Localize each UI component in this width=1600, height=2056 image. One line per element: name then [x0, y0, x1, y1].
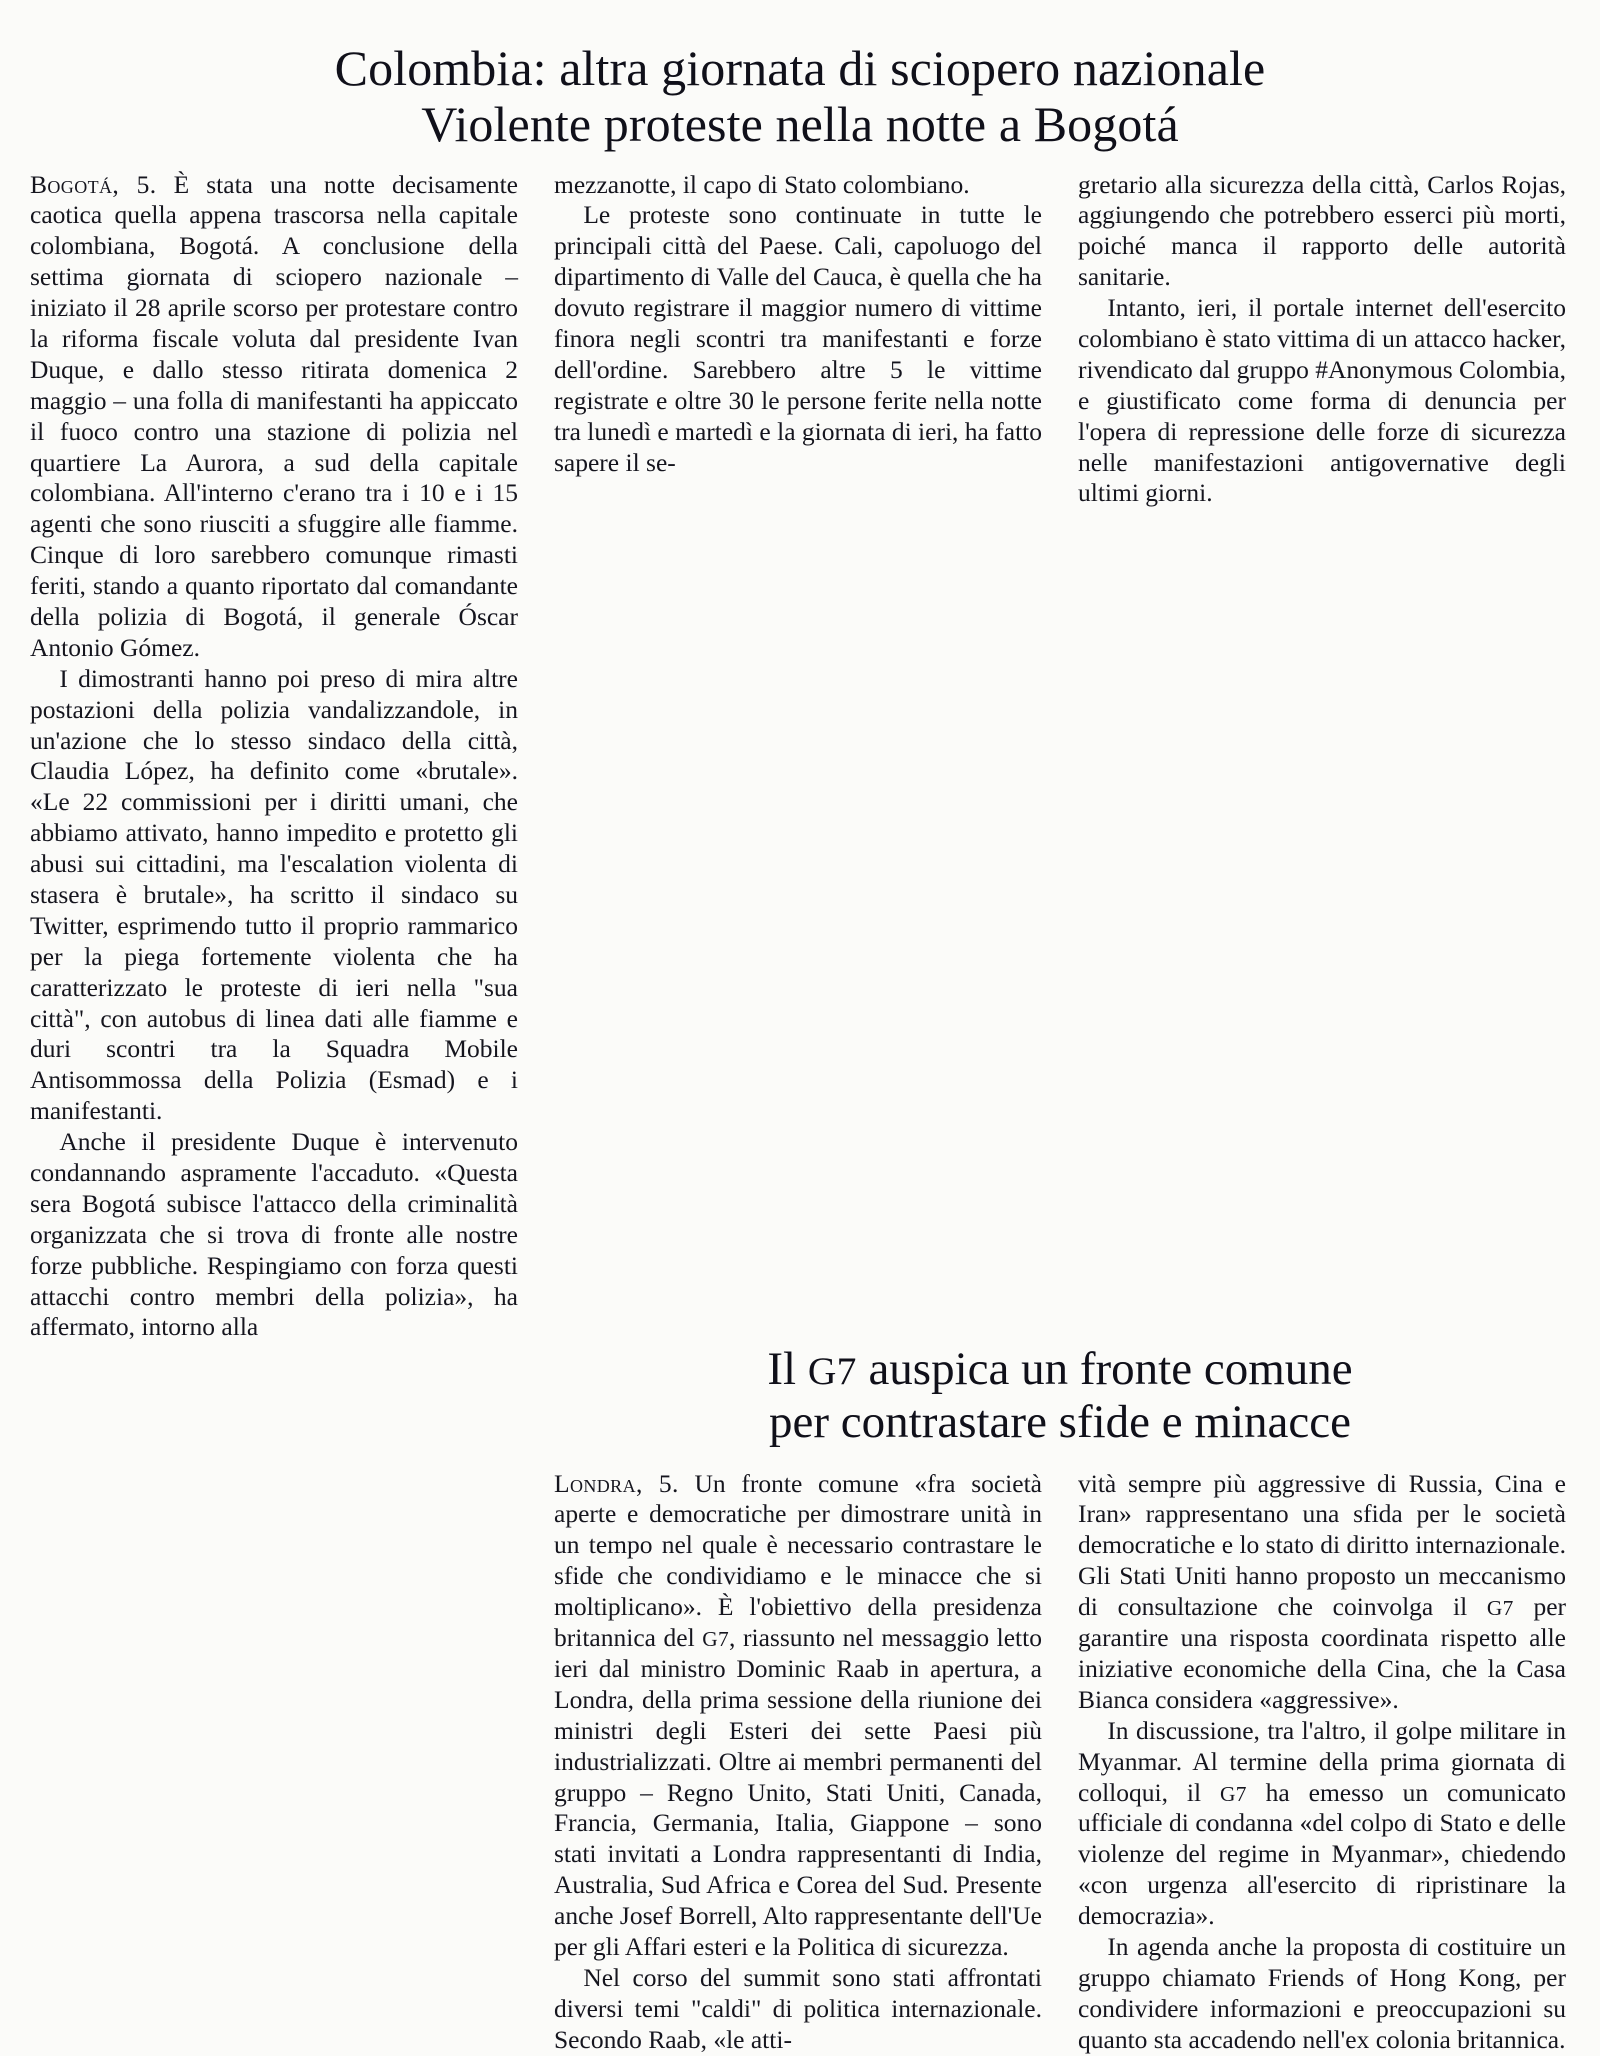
g7-columns: [554, 1469, 1566, 2056]
dateline-bogota: Bogotá, 5.: [30, 169, 157, 199]
paragraph: [30, 170, 518, 664]
paragraph-text: Un fronte comune «fra società aperte e democratiche per dimostrare unità in un tempo nel quale è necessario contrastare le sfide che condividiamo e le minacce che si moltiplicano». È l'obiettivo della presidenza britannica del G7, riassunto nel messaggio letto ieri dal ministro Dominic Raab in apertura, a Londra, della prima sessione della riunione dei ministri degli Esteri dei sette Paesi più industrializzati. Oltre ai membri permanenti del gruppo – Regno Unito, Stati Uniti, Canada, Francia, Germania, Italia, Giappone – sono stati invitati a Londra rappresentanti di India, Australia, Sud Africa e Corea del Sud. Presente anche Josef Borrell, Alto rappresentante dell'Ue per gli Affari esteri e la Politica di sicurezza.: [554, 1468, 1042, 1961]
paragraph: mezzanotte, il capo di Stato colombiano.: [554, 169, 970, 199]
headline-colombia-line-2: Violente proteste nella notte a Bogotá: [421, 95, 1179, 152]
paragraph: Anche il presidente Duque è intervenuto condannando aspramente l'accaduto. «Questa sera Bogotá subisce l'attacco della criminalità organizzata che si trova di fronte alle nostre forze pubbliche. Respingiamo con forza questi attacchi contro membri della polizia», ha affermato, intorno alla: [30, 1127, 518, 1342]
paragraph: gretario alla sicurezza della città, Carlos Rojas, aggiungendo che potrebbero esserci più morti, poiché manca il rapporto delle autorità sanitarie.: [1078, 169, 1566, 292]
paragraph: vità sempre più aggressive di Russia, Cina e Iran» rappresentano una sfida per le società democratiche e lo stato di diritto internazionale. Gli Stati Uniti hanno proposto un meccanismo di consultazione che coinvolga il G7 per garantire una risposta coordinata rispetto alle iniziative economiche della Cina, che la Casa Bianca considera «aggressive».: [1078, 1468, 1566, 1714]
headline-g7-line-2: per contrastare sfide e minacce: [769, 1395, 1351, 1448]
headline-colombia: [30, 34, 1570, 152]
newspaper-page: [0, 34, 1600, 2054]
article-g7: [554, 1343, 1566, 2055]
column-3-colombia: [1078, 170, 1566, 510]
paragraph: Nel corso del summit sono stati affrontati diversi temi "caldi" di politica internazionale. Secondo Raab, «le atti-: [554, 1962, 1042, 2054]
paragraph: Le proteste sono continuate in tutte le principali città del Paese. Cali, capoluogo del dipartimento di Valle del Cauca, è quella che ha dovuto registrare il maggior numero di vittime finora negli scontri tra manifestanti e forze dell'ordine. Sarebbero altre 5 le vittime registrate e oltre 30 le persone ferite nella notte tra lunedì e martedì e la giornata di ieri, ha fatto sapere il se-: [554, 200, 1042, 477]
paragraph: [554, 1469, 1042, 1963]
paragraph: In agenda anche la proposta di costituire un gruppo chiamato Friends of Hong Kong, per condividere informazioni e preoccupazioni su quanto sta accadendo nell'ex colonia britannica.: [1078, 1931, 1566, 2054]
paragraph: In discussione, tra l'altro, il golpe militare in Myanmar. Al termine della prima giornata di colloqui, il G7 ha emesso un comunicato ufficiale di condanna «del colpo di Stato e delle violenze del regime in Myanmar», chiedendo «con urgenza all'esercito di ripristinare la democrazia».: [1078, 1715, 1566, 1931]
lower-section: [30, 1343, 1570, 2055]
column-1-colombia-part-a: [30, 170, 518, 1344]
column-2-colombia: [554, 170, 1042, 479]
headline-colombia-line-1: Colombia: altra giornata di sciopero nazionale: [334, 39, 1266, 96]
paragraph: Intanto, ieri, il portale internet dell'esercito colombiano è stato vittima di un attacco hacker, rivendicato dal gruppo #Anonymous Colombia, e giustificato come forma di denuncia per l'opera di repressione delle forze di sicurezza nelle manifestazioni antigovernative degli ultimi giorni.: [1078, 293, 1566, 508]
paragraph: I dimostranti hanno poi preso di mira altre postazioni della polizia vandalizzandole, in un'azione che lo stesso sindaco della città, Claudia López, ha definito come «brutale». «Le 22 commissioni per i diritti umani, che abbiamo attivato, hanno impedito e protetto gli abusi sui cittadini, ma l'escalation violenta di stasera è brutale», ha scritto il sindaco su Twitter, esprimendo tutto il proprio rammarico per la piega fortemente violenta che ha caratterizzato le proteste di ieri nella "sua città", con autobus di linea dati alle fiamme e duri scontri tra la Squadra Mobile Antisommossa della Polizia (Esmad) e i manifestanti.: [30, 663, 518, 1126]
column-3-g7: [1078, 1469, 1566, 2056]
headline-g7: [554, 1343, 1566, 1448]
dateline-londra: Londra, 5.: [554, 1468, 679, 1498]
paragraph-text: È stata una notte decisamente caotica quella appena trascorsa nella capitale colombiana, Bogotá. A conclusione della settima giornata di sciopero nazionale – iniziato il 28 aprile scorso per protestare contro la riforma fiscale voluta dal presidente Ivan Duque, e dallo stesso ritirata domenica 2 maggio – una folla di manifestanti ha appiccato il fuoco contro una stazione di polizia nel quartiere La Aurora, a sud della capitale colombiana. All'interno c'erano tra i 10 e i 15 agenti che sono riusciti a sfuggire alle fiamme. Cinque di loro sarebbero comunque rimasti feriti, stando a quanto riportato dal comandante della polizia di Bogotá, il generale Óscar Antonio Gómez.: [30, 169, 518, 662]
headline-g7-line-1: Il G7 auspica un fronte comune: [767, 1343, 1353, 1396]
column-2-g7: [554, 1469, 1042, 2056]
colombia-top-columns: [30, 170, 1570, 1344]
